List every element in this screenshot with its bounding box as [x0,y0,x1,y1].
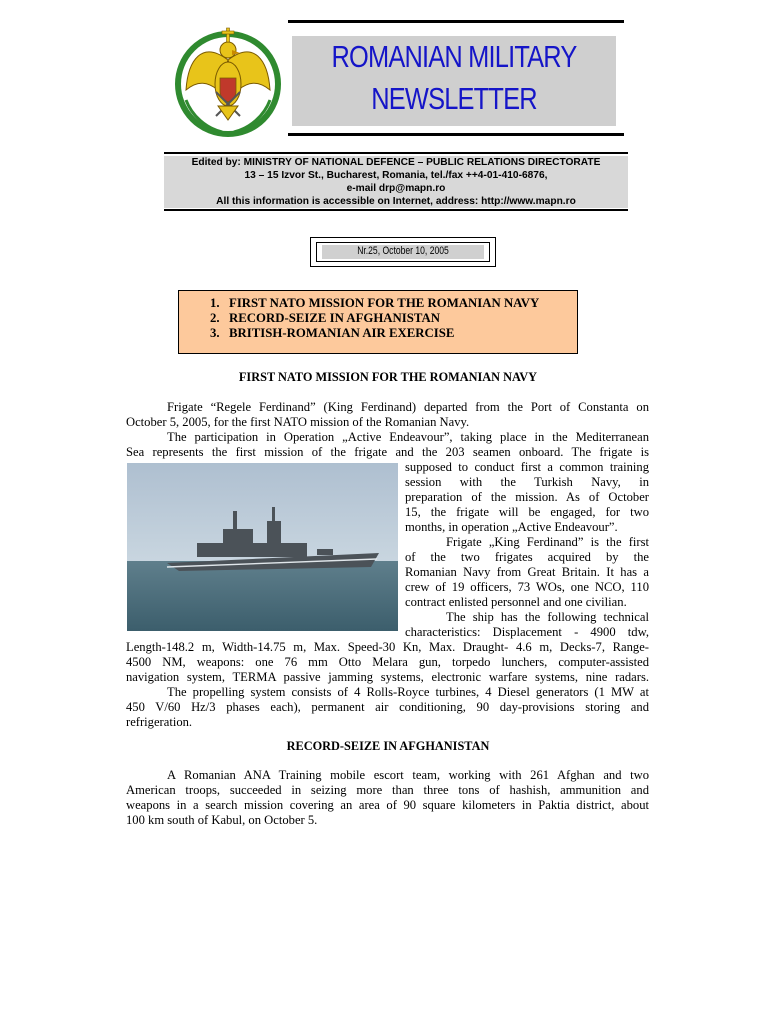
article1-line: preparation of the mission. As of October [405,490,649,504]
article1-line: of the two frigates acquired by the [405,550,649,564]
editor-line: Edited by: MINISTRY OF NATIONAL DEFENCE – PUBLIC RELATIONS DIRECTORATE [191,157,601,168]
article1-line: The propelling system consists of 4 Rolls-Royce turbines, 4 Diesel generators (1 MW at [167,685,649,699]
article1-line: Sea represents the first mission of the frigate and the 203 seamen onboard. The frigate is [126,445,649,459]
article1-line: navigation system, TERMA passive jamming systems, electronic warfare systems, nine radars. [126,670,649,684]
contents-item: 2. RECORD-SEIZE IN AFGHANISTAN [210,311,440,325]
article2-line: 100 km south of Kabul, on October 5. [126,813,318,827]
article1-line: Length-148.2 m, Width-14.75 m, Max. Speed-30 Kn, Max. Draught- 4.6 m, Decks-7, Range- [126,640,649,654]
article2-line: A Romanian ANA Training mobile escort team, working with 261 Afghan and two [167,768,649,782]
article2-heading: RECORD-SEIZE IN AFGHANISTAN [286,739,490,753]
article1-line: characteristics: Displacement - 4900 tdw, [405,625,649,639]
article2-line: American troops, succeeded in seizing more than three tons of hashish, ammunition and [126,783,649,797]
frigate-photo [127,463,398,631]
editor-email: e-mail drp@mapn.ro [346,183,446,194]
article1-line: refrigeration. [126,715,193,729]
article1-line: The ship has the following technical [446,610,649,624]
ministry-crest-logo [172,20,284,138]
article1-heading: FIRST NATO MISSION FOR THE ROMANIAN NAVY [238,370,538,384]
editor-address: 13 – 15 Izvor St., Bucharest, Romania, tel./fax ++4-01-410-6876, [244,170,548,181]
editor-top-rule [164,152,628,154]
article1-line: Frigate “Regele Ferdinand” (King Ferdinand) departed from the Port of Constanta on [167,400,649,414]
editor-website: All this information is accessible on Internet, address: http://www.mapn.ro [216,196,576,207]
contents-item: 1. FIRST NATO MISSION FOR THE ROMANIAN NAVY [210,296,540,310]
article1-line: crew of 19 officers, 73 WOs, one NCO, 110 [405,580,649,594]
title-bottom-rule [288,133,624,136]
editor-bottom-rule [164,209,628,211]
article1-line: Frigate „King Ferdinand” is the first [446,535,649,549]
article1-line: 4500 NM, weapons: one 76 mm Otto Melara gun, torpedo lunchers, computer-assisted [126,655,649,669]
article1-line: 450 V/60 Hz/3 phases each), permanent air conditioning, 90 day-provisions storing and [126,700,649,714]
article2-line: weapons in a search mission covering an area of 90 square kilometers in Paktia district, about [126,798,649,812]
article1-line: session with the Turkish Navy, in [405,475,649,489]
contents-item: 3. BRITISH-ROMANIAN AIR EXERCISE [210,326,455,340]
article1-line: months, in operation „Active Endeavour”. [405,520,618,534]
issue-number-date: Nr.25, October 10, 2005 [357,245,449,257]
title-top-rule [288,20,624,23]
article1-line: supposed to conduct first a common training [405,460,649,474]
article1-line: The participation in Operation „Active Endeavour”, taking place in the Mediterranean [167,430,649,444]
article1-line: Romanian Navy from Great Britain. It has a [405,565,649,579]
newsletter-title-line1: ROMANIAN MILITARY [331,39,577,74]
newsletter-title-line2: NEWSLETTER [371,81,537,116]
article1-line: contract enlisted personnel and one civilian. [405,595,627,609]
article1-line: 15, the frigate will be engaged, for two [405,505,649,519]
article1-line: October 5, 2005, for the first NATO mission of the Romanian Navy. [126,415,470,429]
